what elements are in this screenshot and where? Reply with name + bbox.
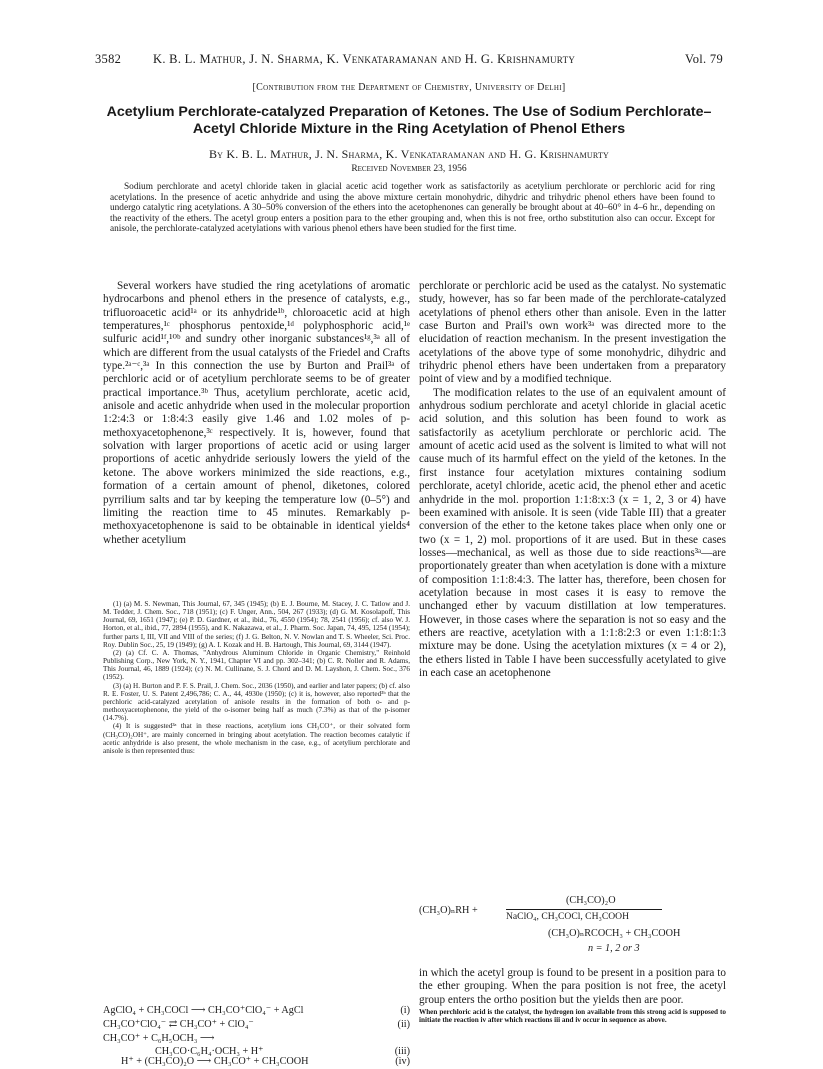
article-title: Acetylium Perchlorate-catalyzed Preparation of Ketones. The Use of Sodium Perchlorate–Acetyl Chloride Mixture in the Ring Acetylation of Phenol Ethers (106, 104, 712, 137)
running-head (95, 52, 723, 72)
footnote-1: (1) (a) M. S. Newman, This Journal, 67, 345 (1945); (b) E. J. Bourne, M. Stacey, J. C. Tatlow and J. M. Tedder, J. Chem. Soc., 718 (1951); (c) F. Unger, Ann., 504, 267 (1933); (d) G. M. Kosolapoff, This Journal, 69, 1651 (1947); (e) P. D. Gardner, et al., ibid., 76, 4550 (1954); 78, 2541 (1956); cf. also W. J. Horton, et al., ibid., 77, 2894 (1955), and K. Nakazawa, et al., J. Pharm. Soc. Japan, 74, 495, 1254 (1954); further parts I, III, VII and VIII of the series; (f) J. G. Belton, N. V. Nowlan and T. S. Wheeler, Sci. Proc. Roy. Dublin Soc., 25, 19 (1949); (g) A. I. Kozak and H. B. Hartough, This Journal, 69, 3144 (1947). (103, 600, 410, 649)
reaction-i (103, 1005, 410, 1018)
reaction-iv (103, 1056, 410, 1068)
reaction-number: (ii) (397, 1019, 410, 1030)
reaction-ii (103, 1019, 410, 1032)
footnote-3: (3) (a) H. Burton and P. F. S. Prail, J. Chem. Soc., 2036 (1950), and earlier and later papers; (b) cf. also R. E. Foster, U. S. Patent 2,496,786; C. A., 44, 4930e (1950); (c) it is, however, also reported³ᵇ that the perchloric acid-catalyzed acetylation of anisole results in the formation of both o- and p-methoxyacetophenone, the yield of the o-isomer being half as much (7.3%) as that of the p-isomer (14.7%). (103, 681, 410, 723)
equation-reactant: (CH₃O)ₙRH + (419, 905, 478, 916)
body-paragraph-end: in which the acetyl group is found to be present in a position para to the ether grouping. When the para position is not free, the acetyl group enters the ortho position but the yields then are poor. (419, 967, 726, 1006)
footnote-2: (2) (a) Cf. C. A. Thomas, "Anhydrous Aluminum Chloride in Organic Chemistry," Reinhold Publishing Corp., New York, N. Y., 1941, Chapter VI and pp. 302–341; (b) C. R. Noller and R. Adams, This Journal, 46, 1889 (1924); (c) N. M. Cullinane, S. J. Chord and D. M. Layshon, J. Chem. Soc., 376 (1952). (103, 648, 410, 682)
received-date: Received November 23, 1956 (351, 164, 467, 174)
footnote-4: (4) It is suggested³ᵃ that in these reactions, acetylium ions CH₃CO⁺, or their solvated form (CH₃CO)₂OH⁺, are mainly concerned in bringing about acetylation. The reaction becomes catalytic if acetic anhydride is also present, the whole mechanism in the case, e.g., of acetylium perchlorate and anisole is then represented thus: (103, 722, 410, 755)
reaction-iii-start (103, 1033, 410, 1046)
body-paragraph: perchlorate or perchloric acid be used as the catalyst. No systematic study, however, has so far been made of the perchlorate-catalyzed acetylations of phenol ethers other than anisole. Even in the latter case Burton and Prail's own work³ᵃ was directed more to the elucidation of reaction mechanism. In the present investigation the acetylations of the above type of some monohydric, dihydric and trihydric phenol ethers have been undertaken from a preparatory point of view and by a modified technique. (419, 280, 726, 386)
page-number: 3582 (95, 52, 122, 66)
reaction-number: (iv) (395, 1056, 410, 1067)
body-column-right (419, 280, 726, 680)
footnote-continuation: When perchloric acid is the catalyst, the hydrogen ion available from this strong acid is supposed to initiate the reaction iv after which reactions iii and iv occur in sequence as above. (419, 1008, 726, 1025)
reaction-equation: H⁺ + (CH₃CO)₂O ⟶ CH₃CO⁺ + CH₃COOH (121, 1056, 309, 1067)
body-column-left (103, 280, 410, 547)
equation-above-arrow: (CH₃CO)₂O (566, 895, 616, 906)
reaction-number: (i) (400, 1005, 410, 1016)
reaction-number: (iii) (394, 1046, 410, 1057)
body-paragraph: Several workers have studied the ring acetylations of aromatic hydrocarbons and phenol ethers in the presence of catalysts, e.g., trifluoroacetic acid¹ᵃ or its anhydride¹ᵇ, chloroacetic acid at high temperatures,¹ᶜ phosphorus pentoxide,¹ᵈ polyphosphoric acid,¹ᵉ sulfuric acid¹ᶠ,¹⁰ᵇ and sundry other inorganic substances¹ᵍ,³ᵃ all of which are different from the usual catalysts of the Friedel and Crafts type.²ᵃ⁻ᶜ,³ᵃ In this connection the use by Burton and Prail³ᵃ of perchloric acid or of acetylium perchlorate seems to be of greater practical importance.³ᵇ Thus, acetylium perchlorate, acetic acid, anisole and acetic anhydride when used in the molecular proportion 1:2:4:3 or 1:8:4:3 easily give 1.46 and 1.02 moles of p-methoxyacetophenone,³ᶜ respectively. It is, however, found that solvation with larger proportions of acetic acid or using larger proportions of acetic anhydride seriously lowers the yield of the ketone. The above workers minimized the side reactions, e.g., formation of a certain amount of phenol, diketones, colored pyrrilium salts and tar by keeping the temperature low (0–5°) and limiting the reaction time to 45 minutes. Remarkably p-methoxyacetophenone is said to be obtainable in identical yields⁴ whether acetylium (103, 280, 410, 546)
reaction-arrow (506, 909, 662, 910)
contribution-line: [Contribution from the Department of Chemistry, University of Delhi] (252, 82, 566, 93)
volume-number: Vol. 79 (685, 52, 723, 66)
body-paragraph: The modification relates to the use of an equivalent amount of anhydrous sodium perchlorate and acetyl chloride in glacial acetic acid solution, and this solution has been found to work as satisfactorily as acetylium perchlorate or perchloric acid. The amount of acetic acid used as the solvent is limited to what will not cause much of its harmful effect on the yield of the ketones. In the first instance four acetylation mixtures containing sodium perchlorate, acetyl chloride, acetic acid, the phenol ether and acetic anhydride in the mol. proportion 1:1:8:x:3 (x = 1, 2, 3 or 4) have been examined with anisole. It is seen (vide Table III) that a greater conversion of the ether to the ketone takes place when only one or two (x = 1, 2) mol. proportions of it are used. But in these cases losses—mechanical, as well as those due to side reactions³ᵃ—are proportionately greater than when acetylation is done with a mixture of composition 1:1:8:4:3. The latter has, therefore, been chosen for acetylation because in most cases it is easy to remove the unchanged ether by vacuum distillation at low temperatures. However, in those cases where the separation is not so easy and the ethers are reactive, acetylation with a 1:1:8:2:3 or even 1:1:8:1:3 mixture may be done. Using the acetylation mixtures (x = 4 or 2), the ethers listed in Table I have been successfully acetylated to give in each case an acetophenone (419, 386, 726, 679)
reaction-equation: AgClO₄ + CH₃COCl ⟶ CH₃CO⁺ClO₄⁻ + AgCl (103, 1005, 304, 1016)
equation-below-arrow: NaClO₄, CH₃COCl, CH₃COOH (506, 911, 630, 922)
reaction-equation: CH₃CO⁺ + C₆H₅OCH₃ ⟶ (103, 1033, 215, 1044)
reaction-equation: CH₃CO·C₆H₄·OCH₃ + H⁺ (155, 1046, 264, 1057)
abstract: Sodium perchlorate and acetyl chloride taken in glacial acetic acid together work as satisfactorily as acetylium perchlorate or perchloric acid for ring acetylations. In the presence of acetic anhydride and using the above mixture certain monohydric, dihydric and trihydric phenol ethers have been found to undergo catalytic ring acetylations. A 30–50% conversion of the ethers into the acetophenones can generally be brought about at 40–60° in 4–6 hr., depending on the reactivity of the ethers. The acetyl group enters a position para to the ether grouping and, when this is not free, ortho substitution also can occur. Except for anisole, the perchlorate-catalyzed acetylations with various phenol ethers have been studied for the first time. (110, 182, 715, 235)
running-head-authors: K. B. L. Mathur, J. N. Sharma, K. Venkataramanan and H. G. Krishnamurty (153, 52, 576, 66)
reaction-equation: CH₃CO⁺ClO₄⁻ ⇄ CH₃CO⁺ + ClO₄⁻ (103, 1019, 254, 1030)
equation-product: (CH₃O)ₙRCOCH₃ + CH₃COOH (548, 928, 681, 939)
footnotes (103, 600, 410, 755)
byline: By K. B. L. Mathur, J. N. Sharma, K. Venkataramanan and H. G. Krishnamurty (208, 147, 610, 161)
equation-condition: n = 1, 2 or 3 (588, 943, 640, 954)
